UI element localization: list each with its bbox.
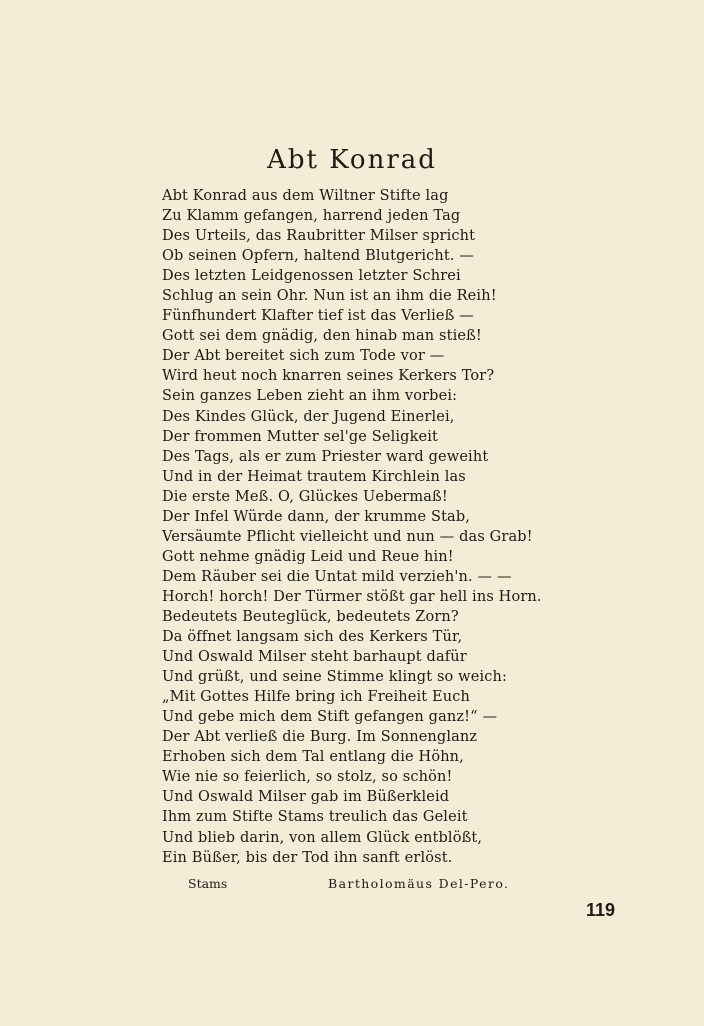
poem-line: Und in der Heimat trautem Kirchlein las xyxy=(162,468,466,485)
poem-line: Versäumte Pflicht vielleicht und nun — das Grab! xyxy=(162,528,533,545)
poem-line: Und grüßt, und seine Stimme klingt so weich: xyxy=(162,669,508,686)
poem-line: Erhoben sich dem Tal entlang die Höhn, xyxy=(162,749,464,766)
poem-title: Abt Konrad xyxy=(267,145,437,175)
poem-line: Zu Klamm gefangen, harrend jeden Tag xyxy=(162,208,461,225)
poem-line: Und blieb darin, von allem Glück entblößt, xyxy=(162,829,483,846)
poem-line: Schlug an sein Ohr. Nun ist an ihm die Reih! xyxy=(162,288,497,305)
poem-line: Fünfhundert Klafter tief ist das Verließ — xyxy=(162,308,474,325)
poem-line: Ein Büßer, bis der Tod ihn sanft erlöst. xyxy=(162,849,453,866)
poem-line: Und gebe mich dem Stift gefangen ganz!“ — xyxy=(162,709,498,726)
poem-line: Und Oswald Milser gab im Büßerkleid xyxy=(162,789,450,806)
poem-line: Der Abt verließ die Burg. Im Sonnenglanz xyxy=(162,729,478,746)
poem-line: Bedeutets Beuteglück, bedeutets Zorn? xyxy=(162,608,459,625)
poem-line: Gott nehme gnädig Leid und Reue hin! xyxy=(162,548,454,565)
poem-line: Ob seinen Opfern, haltend Blutgericht. — xyxy=(162,248,475,265)
poem-body xyxy=(162,186,562,868)
poem-line: Des letzten Leidgenossen letzter Schrei xyxy=(162,268,461,285)
poem-line: Wird heut noch knarren seines Kerkers Tor? xyxy=(162,368,495,385)
poem-line: Horch! horch! Der Türmer stößt gar hell ins Horn. xyxy=(162,588,542,605)
poem-line: Sein ganzes Leben zieht an ihm vorbei: xyxy=(162,388,458,405)
poem-line: Der Abt bereitet sich zum Tode vor — xyxy=(162,348,445,365)
poem-line: Die erste Meß. O, Glückes Uebermaß! xyxy=(162,488,448,505)
poem-line: Wie nie so feierlich, so stolz, so schön! xyxy=(162,769,453,786)
poem-line: Der frommen Mutter sel'ge Seligkeit xyxy=(162,428,439,445)
page-number: 119 xyxy=(586,900,616,920)
poem-line: Da öffnet langsam sich des Kerkers Tür, xyxy=(162,629,463,646)
poem-line: Des Tags, als er zum Priester ward geweiht xyxy=(162,448,489,465)
poem-line: „Mit Gottes Hilfe bring ich Freiheit Euch xyxy=(162,689,471,706)
poem-line: Des Kindes Glück, der Jugend Einerlei, xyxy=(162,408,455,425)
poem-line: Des Urteils, das Raubritter Milser spricht xyxy=(162,228,476,245)
poem-line: Dem Räuber sei die Untat mild verzieh'n. — — xyxy=(162,568,512,585)
poem-line: Gott sei dem gnädig, den hinab man stieß! xyxy=(162,328,482,345)
poem-line: Abt Konrad aus dem Wiltner Stifte lag xyxy=(162,188,449,204)
signature-place: Stams xyxy=(188,876,228,891)
signature-author: Bartholomäus Del-Pero. xyxy=(328,876,510,891)
poem-line: Und Oswald Milser steht barhaupt dafür xyxy=(162,649,467,666)
poem-line: Der Infel Würde dann, der krumme Stab, xyxy=(162,508,471,525)
poem-line: Ihm zum Stifte Stams treulich das Geleit xyxy=(162,809,468,826)
